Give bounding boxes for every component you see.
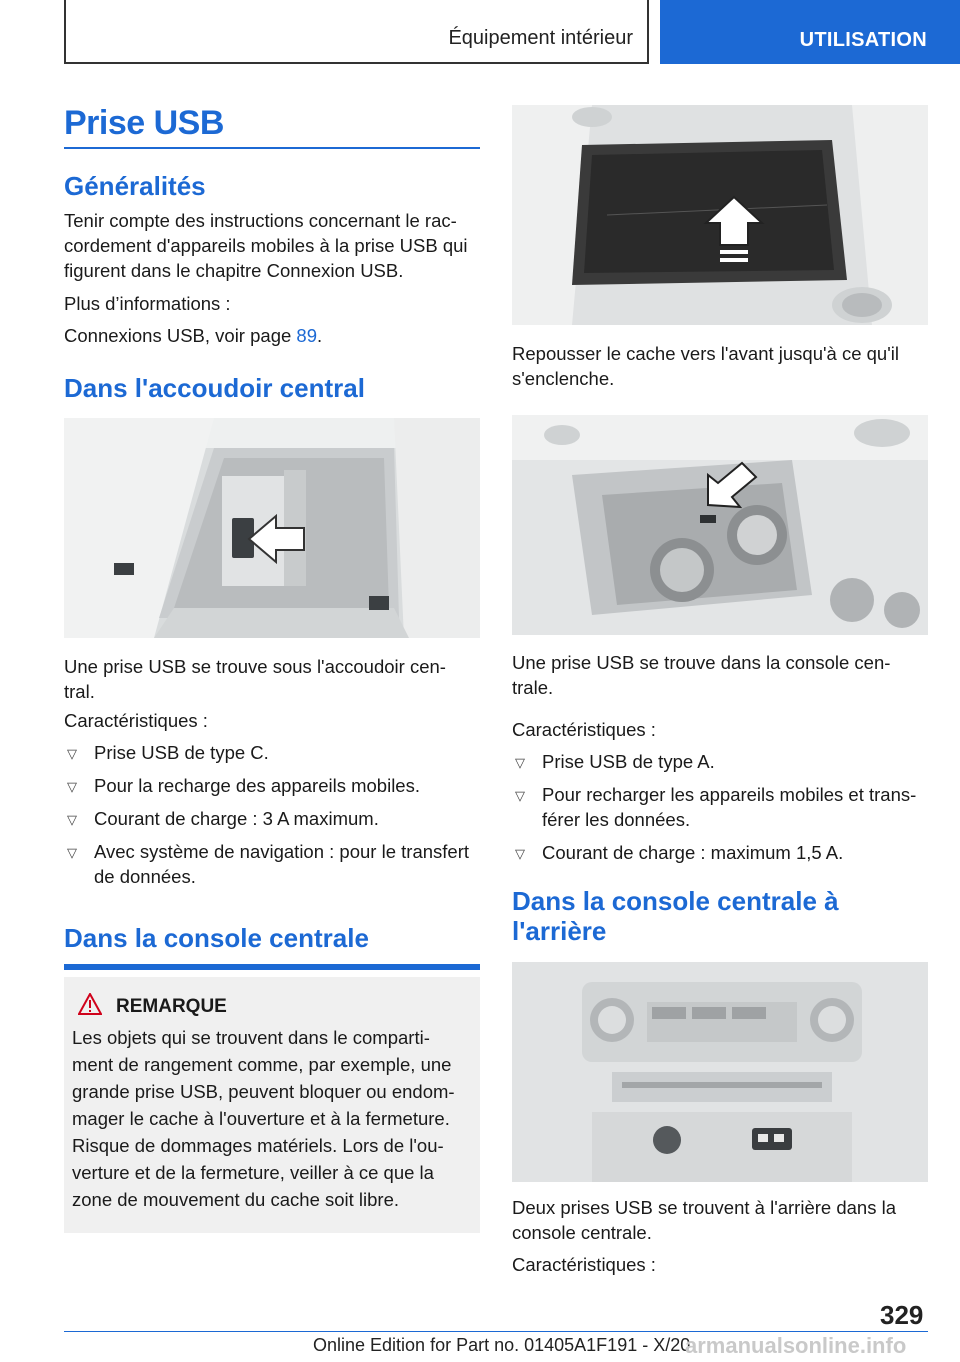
heading-generalites: Généralités <box>64 171 206 201</box>
heading-accoudoir: Dans l'accoudoir central <box>64 373 365 403</box>
list-item: ▽ Pour recharger les appareils mobiles et trans- férer les données. <box>515 784 917 830</box>
armrest-features-list <box>64 740 480 897</box>
more-info-label: Plus d’informations : <box>64 293 231 314</box>
note-text: Les objets qui se trouvent dans le comparti- ment de rangement comme, par exemple, une grande prise USB, peuvent bloquer ou endom- mager le cache à l'ouverture et à la fermeture. Risque de dommages matériels. Lors de l'ou- verture et de la fermeture, veiller à ce que la zone de mouvement du cache soit libre. <box>72 1027 455 1210</box>
warning-note <box>64 977 480 1233</box>
chapter-title: UTILISATION <box>799 29 927 51</box>
console-caption: Une prise USB se trouve dans la console cen- trale. <box>512 652 891 698</box>
list-item: ▽ Courant de charge : 3 A maximum. <box>64 806 480 831</box>
rear-console-photo <box>512 962 928 1182</box>
page-link[interactable]: 89 <box>296 325 317 346</box>
heading-arriere: Dans la console centrale à l'arrière <box>512 886 839 946</box>
rear-features-label: Caractéristiques : <box>512 1254 656 1275</box>
list-item: ▽ Avec système de navigation : pour le transfert de données. <box>67 841 469 887</box>
page-number: 329 <box>880 1300 924 1330</box>
usb-connections-reference: Connexions USB, voir page 89. <box>64 325 323 346</box>
title-divider <box>64 147 480 149</box>
heading-console: Dans la console centrale <box>64 923 369 953</box>
bullet-triangle-icon: ▽ <box>67 779 77 794</box>
armrest-caption: Une prise USB se trouve sous l'accoudoir cen- tral. <box>64 656 446 702</box>
list-item: ▽ Pour la recharge des appareils mobiles. <box>64 773 480 798</box>
header-chapter-box <box>660 0 960 64</box>
rear-caption: Deux prises USB se trouvent à l'arrière dans la console centrale. <box>512 1197 896 1243</box>
armrest-features-label: Caractéristiques : <box>64 710 208 731</box>
bullet-triangle-icon: ▽ <box>67 812 77 827</box>
console-features-label: Caractéristiques : <box>512 719 656 740</box>
note-divider <box>64 964 480 970</box>
bullet-triangle-icon: ▽ <box>515 755 525 770</box>
generalites-text: Tenir compte des instructions concernant le rac- cordement d'appareils mobiles à la prise USB qui figurent dans le chapitre Connexion USB. <box>64 210 468 281</box>
note-title: REMARQUE <box>116 995 227 1017</box>
bullet-triangle-icon: ▽ <box>515 846 525 861</box>
header-section-box <box>64 0 649 64</box>
section-title: Équipement intérieur <box>448 27 633 49</box>
warning-triangle-icon <box>78 993 102 1020</box>
list-item: ▽ Prise USB de type C. <box>64 740 480 765</box>
list-item: ▽ Courant de charge : maximum 1,5 A. <box>512 840 928 865</box>
footer-divider <box>64 1331 928 1332</box>
armrest-usb-photo <box>64 418 480 638</box>
console-features-list <box>512 749 928 873</box>
console-usb-photo <box>512 415 928 635</box>
bullet-triangle-icon: ▽ <box>67 746 77 761</box>
cover-caption: Repousser le cache vers l'avant jusqu'à ce qu'il s'enclenche. <box>512 343 899 389</box>
edition-text: Online Edition for Part no. 01405A1F191 - X/20 <box>313 1335 691 1355</box>
console-cover-photo <box>512 105 928 325</box>
bullet-triangle-icon: ▽ <box>67 845 77 860</box>
page-title: Prise USB <box>64 104 224 142</box>
bullet-triangle-icon: ▽ <box>515 788 525 803</box>
list-item: ▽ Prise USB de type A. <box>512 749 928 774</box>
watermark: armanualsonline.info <box>685 1333 907 1358</box>
